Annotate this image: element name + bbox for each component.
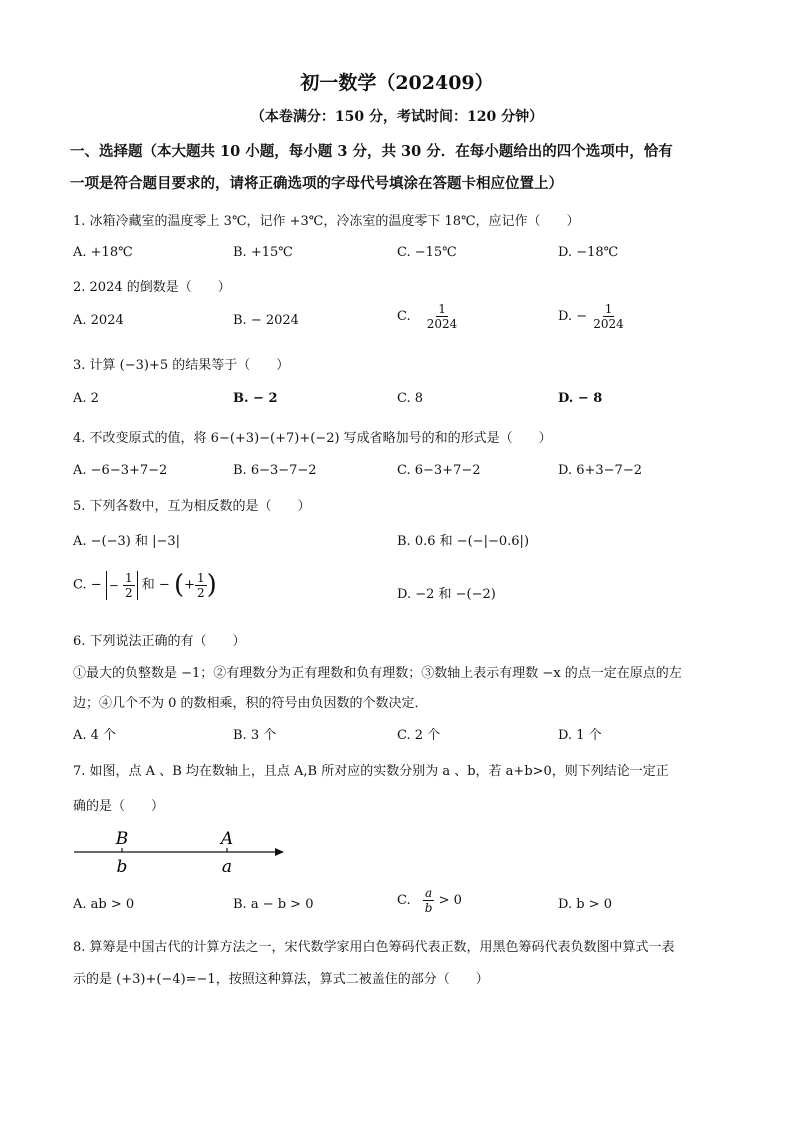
- question-7-stem-line1: 7. 如图，点 A 、B 均在数轴上，且点 A,B 所对应的实数分别为 a 、b，若 a+b>0，则下列结论一定正: [73, 764, 669, 779]
- absolute-value-bars: − $\frac{1}{2}$: [106, 571, 138, 600]
- right-paren: ): [206, 570, 217, 600]
- q5-option-a: A. −(−3) 和 |−3|: [73, 534, 181, 549]
- q7-option-c: [397, 886, 462, 915]
- q2-option-c-fraction: [425, 302, 460, 331]
- q1-option-a: A. +18℃: [73, 245, 133, 260]
- question-8-line1: 8. 算筹是中国古代的计算方法之一，宋代数学家用白色筹码代表正数，用黑色筹码代表负数图中算式一表: [73, 940, 675, 955]
- fraction-denominator: 2024: [593, 317, 624, 331]
- q5-option-b: B. 0.6 和 −(−|−0.6|): [397, 534, 530, 549]
- q6-statements-line2: 边；④几个不为 0 的数相乘，积的符号由负因数的个数决定．: [73, 696, 428, 711]
- fraction-numerator: 1: [438, 302, 446, 316]
- q3-option-a: A. 2: [73, 391, 99, 406]
- question-5-stem: 5. 下列各数中，互为相反数的是（ ）: [73, 499, 311, 514]
- q2-option-b: B. − 2024: [233, 313, 299, 328]
- fraction-numerator: 1: [604, 302, 613, 316]
- q2-option-a: A. 2024: [73, 313, 124, 328]
- q2-option-c-label: C.: [397, 309, 411, 324]
- q7-option-d: D. b > 0: [558, 897, 612, 912]
- fraction: [123, 571, 135, 600]
- q4-option-a: A. −6−3+7−2: [73, 463, 168, 478]
- fraction-denominator: b: [424, 901, 433, 915]
- fraction-numerator: a: [425, 886, 433, 900]
- q7-option-b: B. a − b > 0: [233, 897, 314, 912]
- q6-option-d: D. 1 个: [558, 728, 602, 743]
- number-line-figure: [72, 826, 292, 876]
- section-instructions-line1: 一、选择题（本大题共 10 小题，每小题 3 分，共 30 分．在每小题给出的四个选项中，恰有: [70, 143, 673, 160]
- section-instructions-line2: 一项是符合题目要求的，请将正确选项的字母代号填涂在答题卡相应位置上）: [70, 175, 563, 192]
- page-title: 初一数学（202409）: [300, 72, 494, 94]
- q6-statements-line1: ①最大的负整数是 −1；②有理数分为正有理数和负有理数；③数轴上表示有理数 −x 的点一定在原点的左: [73, 666, 682, 681]
- fraction: [195, 571, 207, 600]
- q5-option-c: [73, 570, 217, 600]
- q7-option-c-label: C.: [397, 893, 411, 908]
- q5-option-c-label: C. −: [73, 577, 102, 593]
- q6-option-a: A. 4 个: [73, 728, 117, 743]
- q1-option-c: C. −15℃: [397, 245, 457, 260]
- q2-option-c: [397, 302, 459, 331]
- fraction-denominator: 2: [124, 585, 133, 600]
- exam-info: （本卷满分：150 分，考试时间：120 分钟）: [250, 109, 544, 125]
- q7-option-a: A. ab > 0: [73, 897, 135, 912]
- question-2-stem: 2. 2024 的倒数是（ ）: [73, 280, 231, 295]
- q5-option-d: D. −2 和 −(−2): [397, 587, 496, 602]
- q6-option-b: B. 3 个: [233, 728, 277, 743]
- q2-option-d-label: D. −: [558, 309, 588, 324]
- q4-option-b: B. 6−3−7−2: [233, 463, 317, 478]
- value-label-b: b: [116, 857, 128, 876]
- q2-option-d: [558, 302, 626, 331]
- q3-option-c: C. 8: [397, 391, 424, 406]
- fraction-numerator: 1: [124, 570, 133, 585]
- left-paren: (: [173, 570, 185, 600]
- fraction-denominator: 2: [197, 585, 205, 600]
- plus-sign: +: [184, 577, 195, 593]
- question-1-stem: 1. 冰箱冷藏室的温度零上 3℃，记作 +3℃，冷冻室的温度零下 18℃，应记作（ ）: [73, 214, 580, 229]
- q7-option-c-comparison: > 0: [438, 893, 462, 908]
- fraction-numerator: 1: [197, 570, 205, 585]
- question-3-stem: 3. 计算 (−3)+5 的结果等于（ ）: [73, 358, 290, 373]
- question-4-stem: 4. 不改变原式的值，将 6−(+3)−(+7)+(−2) 写成省略加号的和的形式是（ ）: [73, 431, 552, 446]
- q4-option-d: D. 6+3−7−2: [558, 463, 642, 478]
- q3-option-d: D. − 8: [558, 391, 603, 406]
- question-6-stem: 6. 下列说法正确的有（ ）: [73, 634, 246, 649]
- q3-option-b: B. − 2: [233, 391, 278, 406]
- value-label-a: a: [221, 857, 233, 876]
- q1-option-b: B. +15℃: [233, 245, 293, 260]
- number-line-arrow: [275, 848, 284, 856]
- q5-option-c-connector: 和 −: [141, 577, 170, 593]
- q6-option-c: C. 2 个: [397, 728, 441, 743]
- question-7-stem-line2: 确的是（ ）: [73, 799, 165, 814]
- q1-option-d: D. −18℃: [558, 245, 619, 260]
- point-label-B: B: [115, 829, 129, 849]
- point-label-A: A: [220, 829, 234, 849]
- q4-option-c: C. 6−3+7−2: [397, 463, 481, 478]
- q2-option-d-fraction: [591, 302, 626, 331]
- question-8-line2: 示的是 (+3)+(−4)=−1，按照这种算法，算式二被盖住的部分（ ）: [73, 972, 489, 987]
- q7-option-c-fraction: [423, 886, 435, 915]
- fraction-denominator: 2024: [426, 317, 458, 331]
